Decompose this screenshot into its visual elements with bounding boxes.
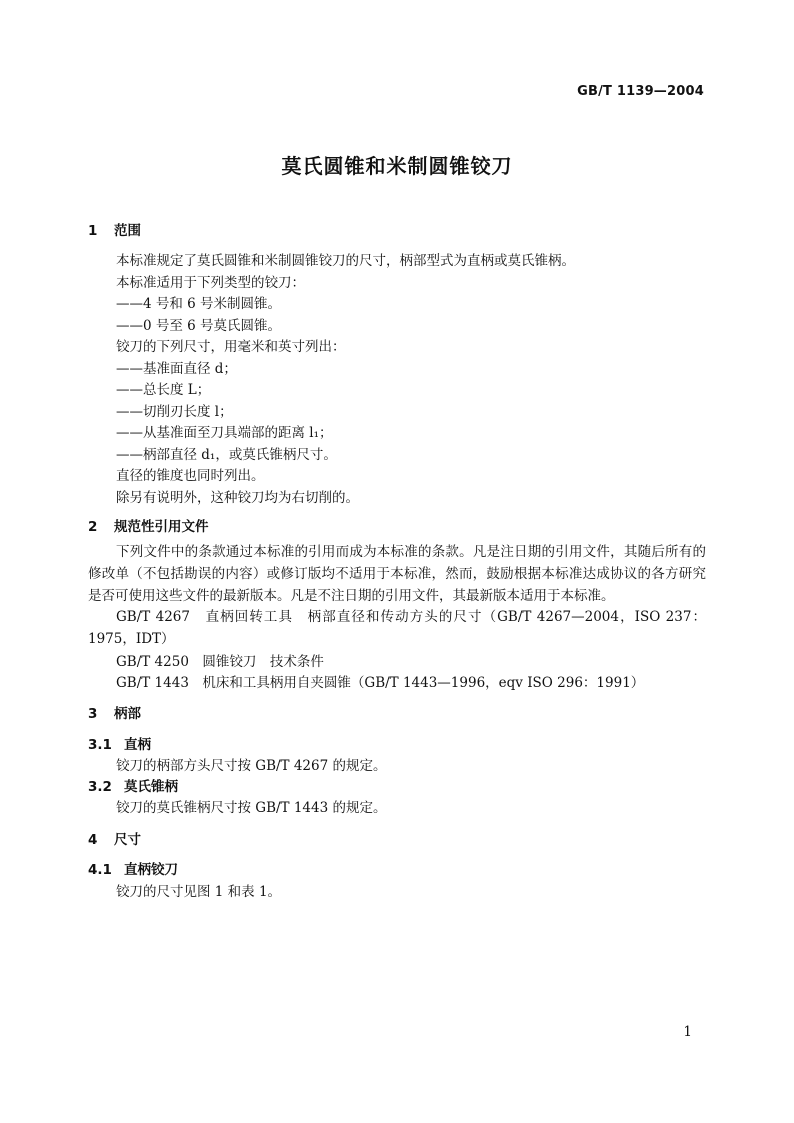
scope-line: ——从基准面至刀具端部的距离 l₁； <box>116 425 333 441</box>
section-number: 4 <box>88 832 98 848</box>
section-number: 3 <box>88 706 98 722</box>
page-title: 莫氏圆锥和米制圆锥铰刀 <box>281 154 513 178</box>
subsection-number: 4.1 <box>88 862 112 878</box>
scope-line: 本标准适用于下列类型的铰刀： <box>116 275 305 291</box>
section-title: 柄部 <box>114 706 141 722</box>
section-number: 2 <box>88 519 98 535</box>
subsection-4-1-heading <box>88 858 178 878</box>
scope-line: ——总长度 L； <box>116 382 211 398</box>
subsection-number: 3.2 <box>88 779 112 795</box>
section-1-heading <box>88 219 141 239</box>
scope-line: ——4 号和 6 号米制圆锥。 <box>116 296 282 312</box>
subsection-number: 3.1 <box>88 737 112 753</box>
section-4-heading <box>88 828 141 848</box>
scope-line: ——0 号至 6 号莫氏圆锥。 <box>116 318 282 334</box>
subsection-title: 直柄 <box>124 737 151 753</box>
reference-entry: GB/T 4250 圆锥铰刀 技术条件 <box>116 654 324 670</box>
scope-line: 直径的锥度也同时列出。 <box>116 468 265 484</box>
reference-entry: GB/T 4267 直柄回转工具 柄部直径和传动方头的尺寸（GB/T 4267—2004，ISO 237：1975，IDT） <box>88 609 706 647</box>
section-title: 尺寸 <box>114 832 141 848</box>
subsection-text: 铰刀的尺寸见图 1 和表 1。 <box>116 884 282 900</box>
scope-line: ——柄部直径 d₁，或莫氏锥柄尺寸。 <box>116 447 337 463</box>
subsection-text: 铰刀的柄部方头尺寸按 GB/T 4267 的规定。 <box>116 758 387 774</box>
scope-line: ——切削刃长度 l； <box>116 404 233 420</box>
subsection-title: 直柄铰刀 <box>124 862 178 878</box>
standard-code: GB/T 1139—2004 <box>577 84 704 99</box>
scope-line: 铰刀的下列尺寸，用毫米和英寸列出： <box>116 339 346 355</box>
subsection-title: 莫氏锥柄 <box>124 779 178 795</box>
page-number: 1 <box>683 1024 692 1040</box>
reference-entry: GB/T 1443 机床和工具柄用自夹圆锥（GB/T 1443—1996，eqv ISO 296：1991） <box>116 675 645 691</box>
scope-line: 除另有说明外，这种铰刀均为右切削的。 <box>116 490 359 506</box>
section-number: 1 <box>88 223 98 239</box>
section-2-heading <box>88 515 209 535</box>
scope-line: 本标准规定了莫氏圆锥和米制圆锥铰刀的尺寸，柄部型式为直柄或莫氏锥柄。 <box>116 253 575 269</box>
section-3-heading <box>88 702 141 722</box>
subsection-3-2-heading <box>88 775 178 795</box>
subsection-text: 铰刀的莫氏锥柄尺寸按 GB/T 1443 的规定。 <box>116 800 387 816</box>
section-title: 范围 <box>114 223 141 239</box>
normative-references-paragraph: 下列文件中的条款通过本标准的引用而成为本标准的条款。凡是注日期的引用文件，其随后所有的修改单（不包括勘误的内容）或修订版均不适用于本标准，然而，鼓励根据本标准达成协议的各方研究是否可使用这些文件的最新版本。凡是不注日期的引用文件，其最新版本适用于本标准。 <box>88 544 706 604</box>
scope-line: ——基准面直径 d； <box>116 361 237 377</box>
subsection-3-1-heading <box>88 733 151 753</box>
section-title: 规范性引用文件 <box>114 519 209 535</box>
